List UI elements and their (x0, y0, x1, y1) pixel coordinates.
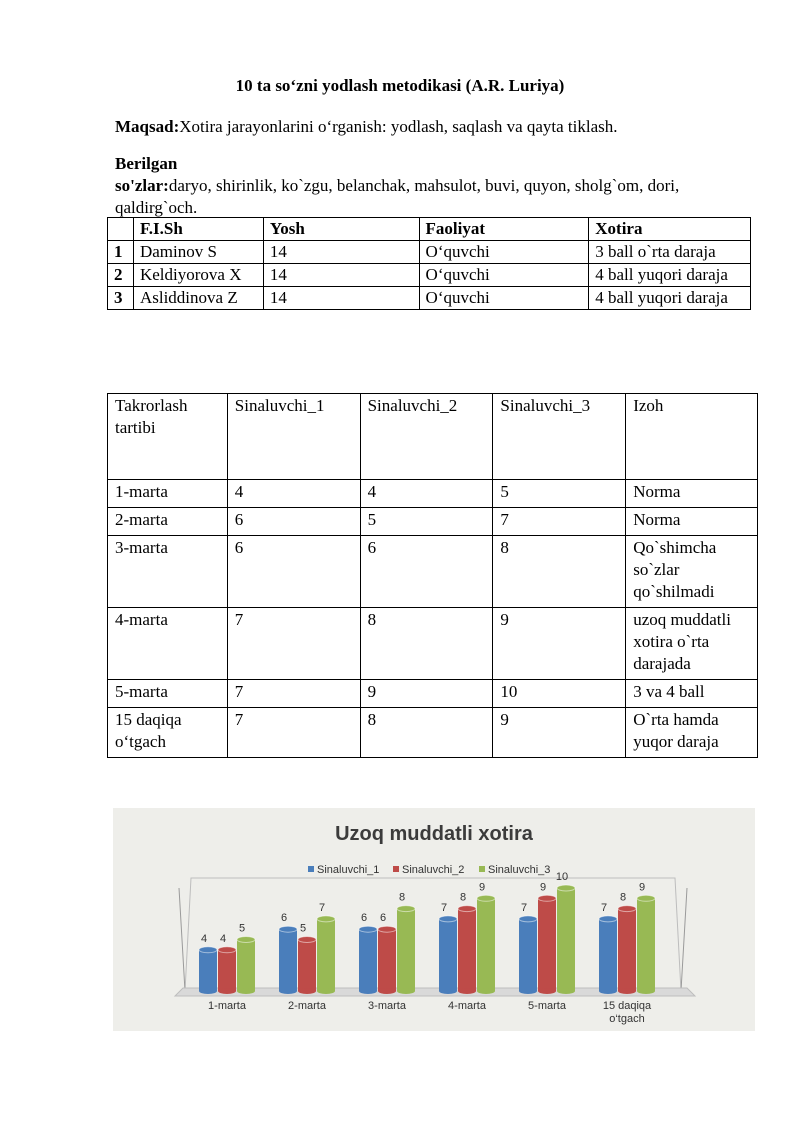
bar (519, 919, 537, 991)
x-tick-label: 4-marta (448, 1000, 486, 1012)
bar-top (637, 895, 655, 901)
legend-label: Sinaluvchi_3 (488, 864, 551, 876)
bar (458, 909, 476, 991)
bar-top (298, 937, 316, 943)
table-cell: 9 (493, 608, 626, 680)
header-cell: Xotira (589, 218, 751, 241)
table-cell: 7 (227, 680, 360, 708)
data-label: 6 (280, 912, 288, 925)
table-cell: O‘quvchi (419, 287, 589, 310)
bar-top (199, 947, 217, 953)
repetition-table (107, 393, 758, 758)
bar-top (237, 937, 255, 943)
legend-swatch (393, 866, 399, 872)
data-label: 7 (440, 901, 448, 914)
table-cell: 4 (227, 480, 360, 508)
bar-base (538, 988, 556, 994)
data-label: 4 (219, 932, 227, 945)
x-tick-label: 2-marta (288, 1000, 326, 1012)
table-cell: 9 (493, 708, 626, 758)
data-label: 9 (539, 881, 547, 894)
bar-top (378, 926, 396, 932)
table-cell: 5 (360, 508, 493, 536)
data-label: 5 (299, 922, 307, 935)
page-title: 10 ta so‘zni yodlash metodikasi (A.R. Luriya) (235, 76, 565, 95)
table-cell: 15 daqiqa o‘tgach (108, 708, 228, 758)
data-label: 7 (600, 901, 608, 914)
header-cell: Sinaluvchi_3 (493, 394, 626, 480)
table-cell: 9 (360, 680, 493, 708)
bar-base (397, 988, 415, 994)
bar-base (317, 988, 335, 994)
bar-base (599, 988, 617, 994)
table-cell: 3 va 4 ball (626, 680, 758, 708)
bar-base (237, 988, 255, 994)
bar (477, 898, 495, 991)
header-cell (108, 218, 134, 241)
bar (359, 929, 377, 991)
bar (439, 919, 457, 991)
bar-base (637, 988, 655, 994)
bar-top (317, 916, 335, 922)
data-label: 10 (555, 871, 569, 883)
table-cell: 7 (227, 608, 360, 680)
bar-top (218, 947, 236, 953)
bar (538, 898, 556, 991)
table-cell: 14 (263, 241, 419, 264)
bar-base (359, 988, 377, 994)
words-label-line2: so'zlar: (115, 176, 169, 195)
bar-top (397, 906, 415, 912)
table-cell: O`rta hamda yuqor daraja (626, 708, 758, 758)
bar (199, 950, 217, 991)
bar (298, 940, 316, 992)
bar-top (618, 906, 636, 912)
x-tick-label: 1-marta (208, 1000, 246, 1012)
data-label: 8 (459, 891, 467, 904)
table-cell: 3-marta (108, 536, 228, 608)
bar (378, 929, 396, 991)
data-label: 6 (379, 912, 387, 925)
bar (637, 898, 655, 991)
data-label: 7 (520, 901, 528, 914)
words-paragraph (115, 153, 755, 219)
x-tick-label: o‘tgach (609, 1013, 645, 1025)
bar-top (458, 906, 476, 912)
table-row (108, 536, 758, 608)
bar-top (439, 916, 457, 922)
legend-swatch (308, 866, 314, 872)
row-number: 1 (108, 241, 134, 264)
data-label: 5 (238, 922, 246, 935)
bar-top (538, 895, 556, 901)
table-cell: Asliddinova Z (133, 287, 263, 310)
bar-base (557, 988, 575, 994)
table-cell: 8 (360, 708, 493, 758)
bar (599, 919, 617, 991)
bar-base (439, 988, 457, 994)
data-label: 6 (360, 912, 368, 925)
table-cell: 14 (263, 287, 419, 310)
bar (618, 909, 636, 991)
data-label: 8 (398, 891, 406, 904)
header-cell: Sinaluvchi_2 (360, 394, 493, 480)
table-row (108, 241, 751, 264)
x-tick-label: 5-marta (528, 1000, 566, 1012)
table-cell: 4 ball yuqori daraja (589, 287, 751, 310)
header-cell: Faoliyat (419, 218, 589, 241)
table-row (108, 680, 758, 708)
data-label: 9 (638, 881, 646, 894)
table-cell: 4-marta (108, 608, 228, 680)
table-header-row (108, 394, 758, 480)
table-cell: 8 (493, 536, 626, 608)
x-tick-label: 15 daqiqa (602, 1000, 652, 1012)
table-cell: 4 ball yuqori daraja (589, 264, 751, 287)
table-row (108, 708, 758, 758)
table-row (108, 480, 758, 508)
bar-base (477, 988, 495, 994)
table-cell: 5-marta (108, 680, 228, 708)
goal-label: Maqsad: (115, 117, 180, 136)
data-label: 7 (318, 901, 326, 914)
header-cell: Takrorlash tartibi (108, 394, 228, 480)
table-cell: 6 (227, 508, 360, 536)
data-label: 8 (619, 891, 627, 904)
chart-title: Uzoq muddatli xotira (335, 823, 533, 845)
legend-label: Sinaluvchi_1 (317, 864, 380, 876)
bar (317, 919, 335, 991)
row-number: 2 (108, 264, 134, 287)
table-cell: 4 (360, 480, 493, 508)
participants-table (107, 217, 751, 310)
table-cell: 2-marta (108, 508, 228, 536)
words-text-line2: qaldirg`och. (115, 198, 198, 217)
header-cell: Sinaluvchi_1 (227, 394, 360, 480)
table-header-row (108, 218, 751, 241)
bar-base (618, 988, 636, 994)
table-cell: 8 (360, 608, 493, 680)
legend-label: Sinaluvchi_2 (402, 864, 465, 876)
table-cell: Qo`shimcha so`zlar qo`shilmadi (626, 536, 758, 608)
table-cell: uzoq muddatli xotira o`rta darajada (626, 608, 758, 680)
table-row (108, 508, 758, 536)
bar-top (519, 916, 537, 922)
table-cell: Norma (626, 508, 758, 536)
header-cell: Izoh (626, 394, 758, 480)
bar-base (458, 988, 476, 994)
legend-swatch (479, 866, 485, 872)
bar-base (279, 988, 297, 994)
bar (397, 909, 415, 991)
row-number: 3 (108, 287, 134, 310)
x-tick-label: 3-marta (368, 1000, 406, 1012)
table-cell: 5 (493, 480, 626, 508)
bar (218, 950, 236, 991)
table-cell: 3 ball o`rta daraja (589, 241, 751, 264)
table-cell: Keldiyorova X (133, 264, 263, 287)
bar-base (218, 988, 236, 994)
goal-paragraph (115, 116, 755, 138)
header-cell: Yosh (263, 218, 419, 241)
bar-top (477, 895, 495, 901)
bar-base (298, 988, 316, 994)
table-cell: 10 (493, 680, 626, 708)
bar-base (519, 988, 537, 994)
table-cell: O‘quvchi (419, 241, 589, 264)
table-cell: Daminov S (133, 241, 263, 264)
bar (237, 940, 255, 992)
bar-base (199, 988, 217, 994)
bar-top (279, 926, 297, 932)
table-cell: 7 (493, 508, 626, 536)
bar-top (359, 926, 377, 932)
words-label-line1: Berilgan (115, 154, 178, 173)
goal-text: Xotira jarayonlarini o‘rganish: yodlash, saqlash va qayta tiklash. (179, 117, 618, 136)
bar-top (557, 885, 575, 891)
table-cell: 7 (227, 708, 360, 758)
bar-base (378, 988, 396, 994)
table-cell: 6 (360, 536, 493, 608)
table-cell: 1-marta (108, 480, 228, 508)
table-row (108, 264, 751, 287)
table-cell: 6 (227, 536, 360, 608)
memory-chart (113, 808, 755, 1031)
table-cell: 14 (263, 264, 419, 287)
bar-chart-svg (113, 808, 755, 1031)
data-label: 9 (478, 881, 486, 894)
bar-top (599, 916, 617, 922)
bar (279, 929, 297, 991)
header-cell: F.I.Sh (133, 218, 263, 241)
table-row (108, 608, 758, 680)
words-text-line1: daryo, shirinlik, ko`zgu, belanchak, mahsulot, buvi, quyon, sholg`om, dori, (168, 176, 680, 195)
table-cell: O‘quvchi (419, 264, 589, 287)
table-row (108, 287, 751, 310)
table-cell: Norma (626, 480, 758, 508)
bar (557, 888, 575, 991)
data-label: 4 (200, 932, 208, 945)
